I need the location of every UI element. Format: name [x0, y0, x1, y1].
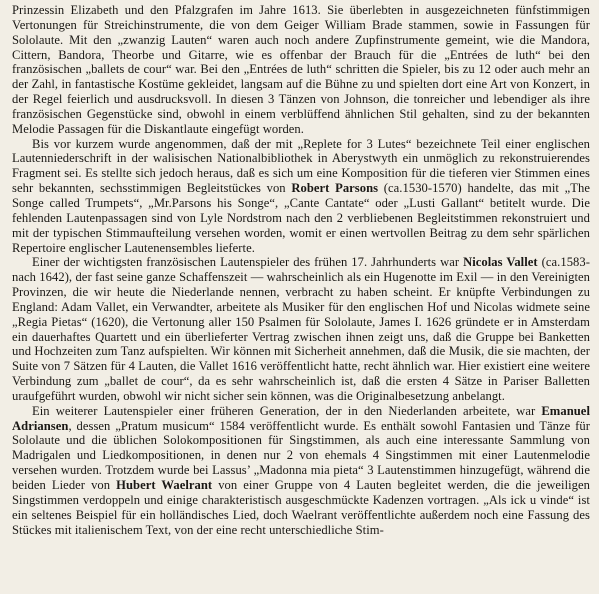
bold-name: Emanuel Adriansen — [12, 403, 590, 433]
text-run: Prinzessin Elizabeth und den Pfalzgrafen im Jahre 1613. Sie überlebten in ausgezeichneten fünfstimmigen Vertonungen für Streichinstrumente, die von dem Geiger William Brade stammen, sowie in Fassungen für Sololaute. Mit den „zwanzig Lauten“ waren auch noch andere Zupfinstrumente gemeint, wie die Mandora, Cittern, Bandora, Theorbe und Gitarre, wie es offenbar der Brauch für die „Entrées de luth“ bei den französischen „ballets de cour“ war. Bei den „Entrées de luth“ schritten die Spieler, bis zu 12 oder auch mehr an der Zahl, in fantastische Kostüme gekleidet, langsam auf die Bühne zu und spielten dort eine Art von Konzert, in der Regel feierlich und ausdrucksvoll. In diesen 3 Tänzen von Johnson, die tonreicher und lebendiger als ihre französischen Gegenstücke sind, obwohl in einem verblüffend ähnlichen Stil gehalten, sind zu der bekannten Melodie Passagen für die Diskantlaute eingefügt worden. — [12, 3, 590, 136]
text-run: Bis vor kurzem wurde angenommen, daß der mit „Replete for 3 Lutes“ bezeichnete Teil einer englischen Lautenniederschrift in der walisischen Nationalbibliothek in Aberystwyth ein unmöglich zu rekonstruierendes Fragment sei. Es stellte sich jedoch heraus, daß es sich um eine Komposition für die tieferen vier Stimmen eines sehr bekannten, sechsstimmigen Begleitstückes von — [12, 136, 590, 196]
paragraph — [12, 137, 590, 256]
text-run: (ca.1530-1570) handelte, das mit „The Songe called Trumpets“, „Mr.Parsons his Songe“, „Cante Cantate“ oder „Lusti Gallant“ betitelt wurde. Die fehlenden Lautenpassagen sind von Lyle Nordstrom nach den 2 verbliebenen Begleitstimmen rekonstruiert und mit der typischen Stimmaufteilung versehen worden, womit er einen wertvollen Beitrag zu dem sehr spärlichen Repertoire englischer Lautenensembles lieferte. — [12, 181, 590, 255]
text-run: , dessen „Pratum musicum“ 1584 veröffentlicht wurde. Es enthält sowohl Fantasien und Tänze für Sololaute und die üblichen Solokompositionen für Singstimmen, als auch eine interessante Sammlung von Madrigalen und Liedkompositionen, in denen nur 2 von ehemals 4 Singstimmen mit einer Lautenmelodie versehen wurden. Trotzdem wurde bei Lassus’ „Madonna mia pieta“ 3 Lautenstimmen hinzugefügt, während die beiden Lieder von — [12, 418, 590, 492]
text-run: Ein weiterer Lautenspieler einer früheren Generation, der in den Niederlanden arbeitete, war — [32, 403, 542, 418]
text-run: von einer Gruppe von 4 Lauten begleitet werden, die die jeweiligen Singstimmen verdoppeln und einige charakteristisch ausgeschmückte Kadenzen vortragen. „Als ick u vinde“ ist ein seltenes Beispiel für ein holländisches Lied, doch Waelrant veröffentlichte außerdem noch eine Fassung des Stückes mit italienischem Text, von der eine recht unterschiedliche Stim- — [12, 478, 590, 537]
body-text — [12, 3, 590, 537]
text-run: Einer der wichtigsten französischen Lautenspieler des frühen 17. Jahrhunderts war — [32, 255, 464, 270]
bold-name: Robert Parsons — [291, 181, 379, 196]
bold-name: Nicolas Vallet — [463, 255, 538, 270]
bold-name: Hubert Waelrant — [116, 478, 213, 492]
paragraph — [12, 3, 590, 137]
text-run: (ca.1583-nach 1642), der fast seine ganze Schaffenszeit — wahrscheinlich als ein Hugenotte im Exil — in den Vereinigten Provinzen, die wir heute die Niederlande nennen, verbracht zu haben scheint. Er knüpfte Verbindungen zu England: Adam Vallet, ein Verwandter, arbeitete als Musiker für den englischen Hof und Nicolas widmete seine „Regia Pietas“ (1620), die Vertonung aller 150 Psalmen für Sololaute, James I. 1626 gründete er in Amsterdam ein dauerhaftes Quartett und ein überlieferter Vertrag zwischen ihnen zeigt uns, daß die Gruppe bei Banketten und Hochzeiten zum Tanz aufspielten. Wir können mit Sicherheit annehmen, daß die Musik, die sie machten, der Suite von 7 Sätzen für 4 Lauten, die Vallet 1616 veröffentlicht hatte, recht ähnlich war. Hier existiert eine weitere Verbindung zum „ballet de cour“, da es sehr wahrscheinlich ist, daß die ersten 4 Sätze in Pariser Balletten uraufgeführt wurden, obwohl wir nicht sicher sein können, was die Originalbesetzung anbelangt. — [12, 255, 590, 403]
paragraph — [12, 255, 590, 403]
paragraph — [12, 404, 590, 538]
